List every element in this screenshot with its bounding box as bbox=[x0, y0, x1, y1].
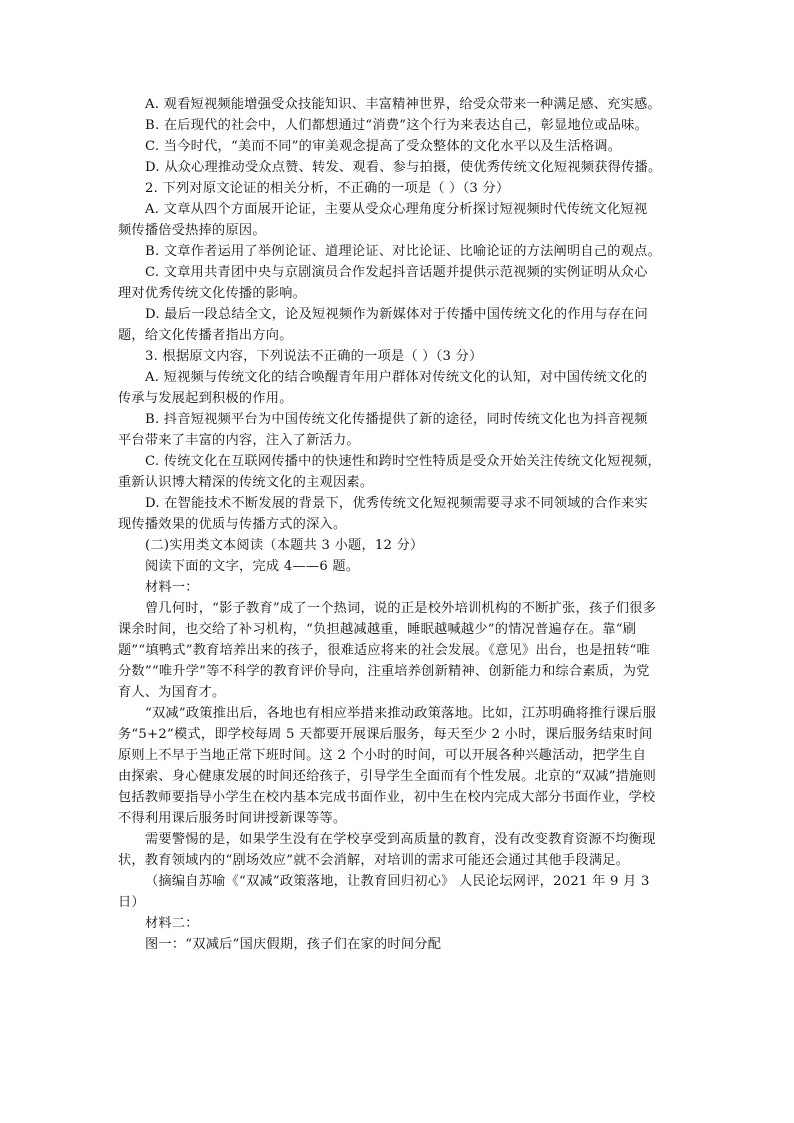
paragraph-2-line-3: 原则上不早于当地正常下班时间。这 2 个小时的时间，可以开展各种兴趣活动，把学生自 bbox=[118, 748, 647, 763]
q3-option-b-line-2: 平台带来了丰富的内容，注入了新活力。 bbox=[118, 433, 360, 448]
option-a-line: A. 观看短视频能增强受众技能知识、丰富精神世界，给受众带来一种满足感、充实感。 bbox=[145, 97, 661, 112]
paragraph-3-line-1: 需要警惕的是，如果学生没有在学校享受到高质量的教育，没有改变教育资源不均衡现 bbox=[145, 832, 656, 847]
question-3-stem: 3. 根据原文内容，下列说法不正确的一项是（ ）（3 分） bbox=[145, 349, 483, 364]
paragraph-2-line-6: 不得利用课后服务时间讲授新课等等。 bbox=[118, 811, 347, 826]
q3-option-d-line-2: 现传播效果的优质与传播方式的深入。 bbox=[118, 517, 347, 532]
material-two-label: 材料二： bbox=[145, 916, 199, 931]
reading-instruction: 阅读下面的文字，完成 4——6 题。 bbox=[145, 559, 360, 574]
paragraph-1-line-3: 题”“填鸭式”教育培养出来的孩子，很难适应将来的社会发展。《意见》出台，也是扭转“唯 bbox=[118, 643, 650, 658]
figure-one-caption: 图一：“双减后”国庆假期，孩子们在家的时间分配 bbox=[145, 937, 442, 952]
paragraph-1-line-5: 育人、为国育才。 bbox=[118, 685, 226, 700]
paragraph-2-line-2: 务“5+2”模式，即学校每周 5 天都要开展课后服务，每天至少 2 小时，课后服务结束时间 bbox=[118, 727, 653, 742]
paragraph-2-line-5: 包括教师要指导小学生在校内基本完成书面作业，初中生在校内完成大部分书面作业，学校 bbox=[118, 790, 656, 805]
q2-option-a-line-1: A. 文章从四个方面展开论证，主要从受众心理角度分析探讨短视频时代传统文化短视 bbox=[145, 202, 648, 217]
option-d-line: D. 从众心理推动受众点赞、转发、观看、参与拍摄，使优秀传统文化短视频获得传播。 bbox=[145, 160, 662, 175]
q3-option-b-line-1: B. 抖音短视频平台为中国传统文化传播提供了新的途径，同时传统文化也为抖音视频 bbox=[145, 412, 648, 427]
paragraph-1-line-1: 曾几何时，“影子教育”成了一个热词，说的正是校外培训机构的不断扩张，孩子们很多 bbox=[145, 601, 657, 616]
document-page bbox=[118, 94, 678, 955]
paragraph-3-line-2: 状，教育领域内的“剧场效应”就不会消解，对培训的需求可能还会通过其他手段满足。 bbox=[118, 853, 630, 868]
q3-option-a-line-2: 传承与发展起到积极的作用。 bbox=[118, 391, 293, 406]
q2-option-b-line: B. 文章作者运用了举例论证、道理论证、对比论证、比喻论证的方法阐明自己的观点。 bbox=[145, 244, 662, 259]
option-c-line: C. 当今时代，“美而不同”的审美观念提高了受众整体的文化水平以及生活格调。 bbox=[145, 139, 622, 154]
q2-option-a-line-2: 频传播倍受热捧的原因。 bbox=[118, 223, 266, 238]
q2-option-c-line-1: C. 文章用共青团中央与京剧演员合作发起抖音话题并提供示范视频的实例证明从众心 bbox=[145, 265, 648, 280]
option-b-line: B. 在后现代的社会中，人们都想通过“消费”这个行为来表达自己，彰显地位或品味。 bbox=[145, 118, 649, 133]
paragraph-1-line-4: 分数”“唯升学”等不科学的教育评价导向，注重培养创新精神、创新能力和综合素质，为党 bbox=[118, 664, 650, 679]
q3-option-d-line-1: D. 在智能技术不断发展的背景下，优秀传统文化短视频需要寻求不同领域的合作来实 bbox=[145, 496, 648, 511]
q3-option-c-line-2: 重新认识博大精深的传统文化的主观因素。 bbox=[118, 475, 374, 490]
q3-option-a-line-1: A. 短视频与传统文化的结合唤醒青年用户群体对传统文化的认知，对中国传统文化的 bbox=[145, 370, 648, 385]
question-2-stem: 2. 下列对原文论证的相关分析，不正确的一项是（ ）（3 分） bbox=[145, 181, 510, 196]
q2-option-c-line-2: 理对优秀传统文化传播的影响。 bbox=[118, 286, 307, 301]
section-heading: (二)实用类文本阅读（本题共 3 小题，12 分） bbox=[145, 538, 424, 553]
paragraph-2-line-1: “双减”政策推出后，各地也有相应举措来推动政策落地。比如，江苏明确将推行课后服 bbox=[145, 706, 657, 721]
q3-option-c-line-1: C. 传统文化在互联网传播中的快速性和跨时空性特质是受众开始关注传统文化短视频， bbox=[145, 454, 661, 469]
paragraph-1-line-2: 课余时间，也交给了补习机构，“负担越减越重，睡眠越喊越少”的情况普遍存在。靠“刷 bbox=[118, 622, 637, 637]
source-citation-line-1: （摘编自苏喻《“双减”政策落地，让教育回归初心》 人民论坛网评，2021 年 9 月 3 bbox=[145, 874, 650, 889]
source-citation-line-2: 日） bbox=[118, 895, 145, 910]
q2-option-d-line-2: 题，给文化传播者指出方向。 bbox=[118, 328, 293, 343]
q2-option-d-line-1: D. 最后一段总结全文，论及短视频作为新媒体对于传播中国传统文化的作用与存在问 bbox=[145, 307, 648, 322]
paragraph-2-line-4: 由探索、身心健康发展的时间还给孩子，引导学生全面而有个性发展。北京的“双减”措施则 bbox=[118, 769, 657, 784]
material-one-label: 材料一： bbox=[145, 580, 199, 595]
